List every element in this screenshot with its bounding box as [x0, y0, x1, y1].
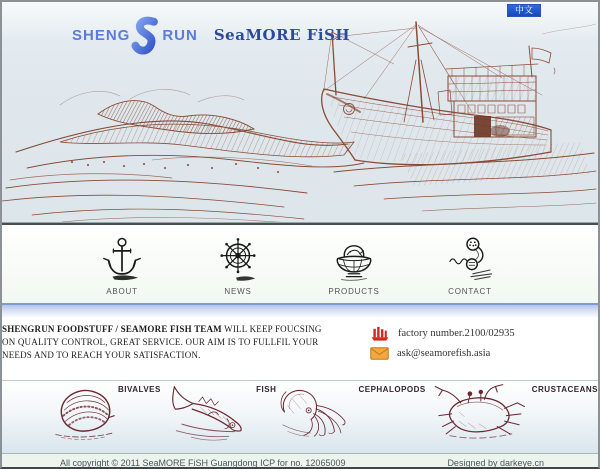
products-strip	[2, 380, 598, 453]
factory-row	[370, 325, 515, 342]
crab-sketch	[426, 381, 532, 443]
copyright-text: All copyright © 2011 SeaMORE FiSH Guangdong ICP for no. 12065009	[60, 458, 346, 468]
product-label: CRUSTACEANS	[531, 385, 598, 394]
product-fish[interactable]	[164, 381, 278, 453]
footer	[2, 453, 598, 469]
nav-item-about[interactable]	[64, 225, 180, 303]
basket-icon	[332, 235, 376, 282]
mail-icon	[370, 347, 389, 360]
anchor-icon	[101, 235, 143, 282]
product-cephalopods[interactable]	[278, 381, 426, 453]
email-address: ask@seamorefish.asia	[397, 348, 491, 359]
product-bivalves[interactable]	[52, 381, 164, 453]
logo-text-left: SHENG	[72, 26, 131, 44]
factory-number: factory number.2100/02935	[398, 328, 515, 339]
designer-link[interactable]: Designed by darkeye.cn	[447, 458, 544, 468]
logo[interactable]	[72, 14, 350, 56]
nav-label: CONTACT	[448, 287, 492, 296]
logo-text-right: RUN	[162, 26, 198, 44]
phone-icon	[448, 235, 492, 282]
nav-item-products[interactable]	[296, 225, 412, 303]
bivalve-sketch	[52, 381, 118, 441]
factory-icon	[370, 325, 390, 342]
nav-label: PRODUCTS	[328, 287, 380, 296]
nav-label: ABOUT	[106, 287, 138, 296]
logo-s-icon	[131, 14, 161, 56]
product-label: BIVALVES	[118, 385, 161, 394]
info-section	[2, 318, 598, 380]
gradient-band	[2, 305, 598, 318]
intro-bold: SHENGRUN FOODSTUFF / SEAMORE FISH TEAM	[2, 324, 222, 334]
squid-sketch	[278, 381, 359, 443]
hero-section	[2, 2, 598, 222]
nav-item-news[interactable]	[180, 225, 296, 303]
intro-rest: WILL KEEP FOUCSING ON QUALITY CONTROL, GREAT SERVICE. OUR AIM IS TO FULLFIL YOUR NEEDS AND TO REACH YOUR SATISFACTION.	[2, 324, 322, 360]
intro-paragraph	[2, 323, 336, 380]
fish-sketch	[164, 381, 256, 441]
brand-name: SeaMORE FiSH	[213, 26, 351, 44]
product-label: FISH	[256, 385, 277, 394]
product-crustaceans[interactable]	[426, 381, 598, 453]
main-nav	[2, 225, 598, 305]
nav-item-contact[interactable]	[412, 225, 528, 303]
product-label: CEPHALOPODS	[358, 385, 426, 394]
contact-block	[370, 323, 515, 380]
email-row[interactable]	[370, 347, 515, 360]
language-button[interactable]: 中文	[507, 4, 541, 17]
nav-label: NEWS	[224, 287, 252, 296]
ship-wheel-icon	[217, 235, 259, 282]
